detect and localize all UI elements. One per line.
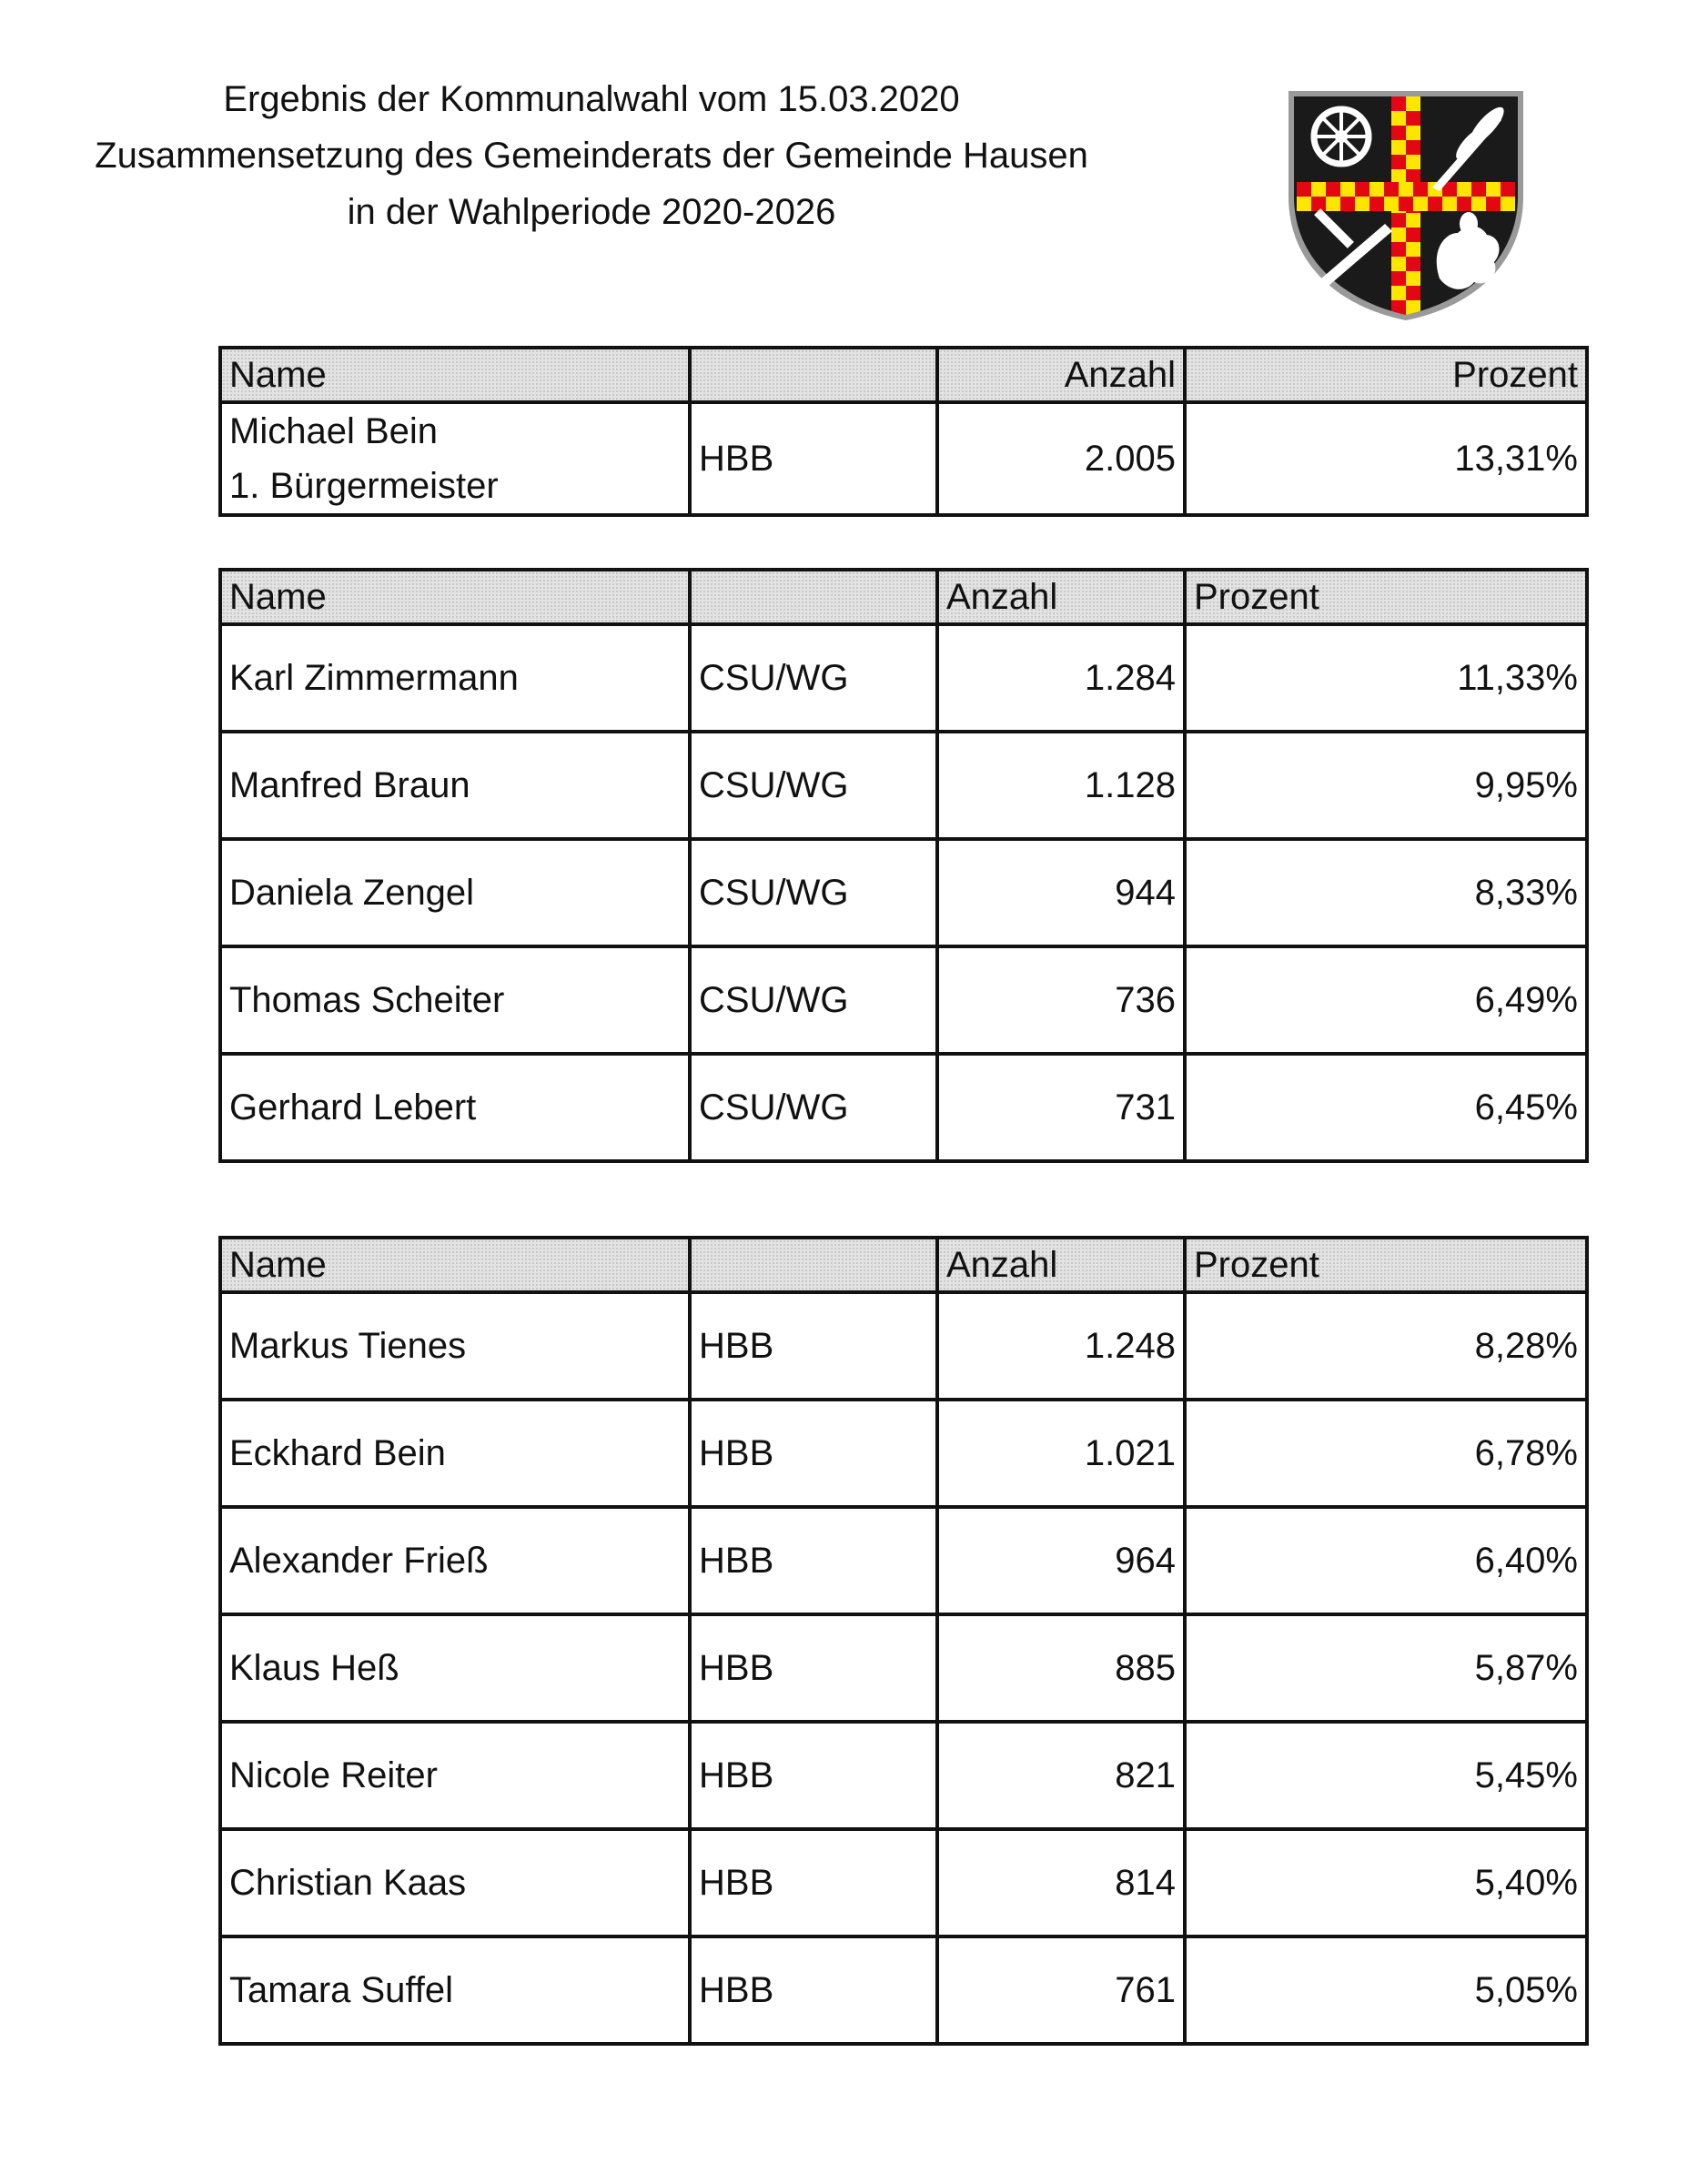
table-row <box>220 624 1587 732</box>
header-party <box>690 348 937 402</box>
header-count: Anzahl <box>937 1238 1185 1292</box>
candidate-percent: 6,49% <box>1185 946 1587 1054</box>
table-row <box>220 946 1587 1054</box>
candidate-count: 1.128 <box>937 732 1185 839</box>
table-row <box>220 839 1587 946</box>
crest-check-tile <box>1406 286 1420 300</box>
crest-check-tile <box>1369 182 1384 197</box>
crest-check-tile <box>1486 197 1501 211</box>
header-percent: Prozent <box>1185 1238 1587 1292</box>
candidate-party: HBB <box>690 402 937 515</box>
crest-check-tile <box>1326 182 1340 197</box>
crest-check-tile <box>1391 111 1406 126</box>
candidate-name: Eckhard Bein <box>220 1400 690 1507</box>
header-name: Name <box>220 570 690 624</box>
candidate-party: HBB <box>690 1400 937 1507</box>
mayor-table <box>218 346 1589 517</box>
table-header-row <box>220 570 1587 624</box>
candidate-count: 736 <box>937 946 1185 1054</box>
candidate-name: Christian Kaas <box>220 1829 690 1936</box>
crest-check-tile <box>1391 96 1406 111</box>
candidate-percent: 8,33% <box>1185 839 1587 946</box>
candidate-party: CSU/WG <box>690 732 937 839</box>
table-row <box>220 1400 1587 1507</box>
crest-wheel <box>1314 109 1369 164</box>
crest-check-tile <box>1406 155 1420 169</box>
candidate-name: Tamara Suffel <box>220 1936 690 2044</box>
crest-check-tile <box>1406 140 1420 155</box>
crest-check-tile <box>1413 182 1428 197</box>
candidate-party: CSU/WG <box>690 1054 937 1161</box>
candidate-party: HBB <box>690 1829 937 1936</box>
candidate-percent: 5,87% <box>1185 1614 1587 1722</box>
crest-check-tile <box>1391 140 1406 155</box>
crest-check-tile <box>1399 197 1413 211</box>
candidate-percent: 13,31% <box>1185 402 1587 515</box>
header-count: Anzahl <box>937 570 1185 624</box>
candidate-count: 814 <box>937 1829 1185 1936</box>
candidate-percent: 5,05% <box>1185 1936 1587 2044</box>
candidate-count: 944 <box>937 839 1185 946</box>
header-percent: Prozent <box>1185 570 1587 624</box>
header-party <box>690 1238 937 1292</box>
table-row <box>220 1054 1587 1161</box>
crest-check-tile <box>1406 126 1420 140</box>
crest-check-tile <box>1391 126 1406 140</box>
candidate-percent: 5,40% <box>1185 1829 1587 1936</box>
crest-check-tile <box>1384 182 1399 197</box>
candidate-party: HBB <box>690 1507 937 1614</box>
crest-check-tile <box>1355 197 1369 211</box>
candidate-name: Daniela Zengel <box>220 839 690 946</box>
candidate-percent: 6,40% <box>1185 1507 1587 1614</box>
candidate-name: Michael Bein <box>229 411 439 451</box>
crest-check-tile <box>1406 169 1420 184</box>
candidate-percent: 11,33% <box>1185 624 1587 732</box>
candidate-name: Manfred Braun <box>220 732 690 839</box>
table-row <box>220 1292 1587 1400</box>
candidate-count: 761 <box>937 1936 1185 2044</box>
table-row <box>220 1829 1587 1936</box>
candidate-name-cell <box>220 402 690 515</box>
candidate-count: 731 <box>937 1054 1185 1161</box>
candidate-count: 1.284 <box>937 624 1185 732</box>
candidate-count: 964 <box>937 1507 1185 1614</box>
candidate-count: 2.005 <box>937 402 1185 515</box>
table-row <box>220 1722 1587 1829</box>
crest-check-tile <box>1391 213 1406 228</box>
crest-check-tile <box>1391 169 1406 184</box>
document-title <box>55 71 1128 240</box>
crest-check-tile <box>1391 228 1406 242</box>
crest-check-tile <box>1406 242 1420 257</box>
crest-check-tile <box>1457 197 1471 211</box>
candidate-party: CSU/WG <box>690 624 937 732</box>
crest-check-tile <box>1406 228 1420 242</box>
crest-check-tile <box>1501 197 1515 211</box>
candidate-party: HBB <box>690 1614 937 1722</box>
crest-check-tile <box>1391 286 1406 300</box>
crest-check-tile <box>1340 197 1355 211</box>
crest-check-tile <box>1442 197 1457 211</box>
table-row <box>220 1936 1587 2044</box>
crest-check-tile <box>1406 257 1420 271</box>
candidate-count: 1.248 <box>937 1292 1185 1400</box>
candidate-count: 1.021 <box>937 1400 1185 1507</box>
crest-check-tile <box>1340 182 1355 197</box>
crest-check-tile <box>1297 197 1311 211</box>
candidate-percent: 5,45% <box>1185 1722 1587 1829</box>
csu-wg-table <box>218 568 1589 1163</box>
candidate-percent: 6,45% <box>1185 1054 1587 1161</box>
candidate-percent: 9,95% <box>1185 732 1587 839</box>
crest-check-tile <box>1413 197 1428 211</box>
candidate-party: CSU/WG <box>690 946 937 1054</box>
candidate-name: Klaus Heß <box>220 1614 690 1722</box>
candidate-party: HBB <box>690 1292 937 1400</box>
header-party <box>690 570 937 624</box>
crest-check-tile <box>1486 182 1501 197</box>
candidate-role: 1. Bürgermeister <box>229 466 499 506</box>
crest-check-tile <box>1391 257 1406 271</box>
crest-check-tile <box>1406 213 1420 228</box>
crest-check-tile <box>1471 182 1486 197</box>
crest-check-tile <box>1391 242 1406 257</box>
crest-check-tile <box>1399 182 1413 197</box>
header-name: Name <box>220 1238 690 1292</box>
crest-check-tile <box>1391 271 1406 286</box>
table-header-row <box>220 1238 1587 1292</box>
candidate-percent: 8,28% <box>1185 1292 1587 1400</box>
candidate-name: Nicole Reiter <box>220 1722 690 1829</box>
header-count: Anzahl <box>937 348 1185 402</box>
header-name: Name <box>220 348 690 402</box>
table-header-row <box>220 348 1587 402</box>
crest-check-tile <box>1428 197 1442 211</box>
table-row <box>220 402 1587 515</box>
header-percent: Prozent <box>1185 348 1587 402</box>
coat-of-arms-icon <box>1285 87 1527 322</box>
title-line-1: Ergebnis der Kommunalwahl vom 15.03.2020 <box>223 79 960 119</box>
candidate-percent: 6,78% <box>1185 1400 1587 1507</box>
crest-check-tile <box>1501 182 1515 197</box>
crest-check-tile <box>1384 197 1399 211</box>
hbb-table <box>218 1236 1589 2046</box>
candidate-count: 821 <box>937 1722 1185 1829</box>
table-row <box>220 732 1587 839</box>
crest-check-tile <box>1471 197 1486 211</box>
crest-check-tile <box>1355 182 1369 197</box>
crest-check-tile <box>1369 197 1384 211</box>
table-row <box>220 1614 1587 1722</box>
crest-check-tile <box>1311 197 1326 211</box>
crest-check-tile <box>1297 182 1311 197</box>
crest-check-tile <box>1326 197 1340 211</box>
title-line-2: Zusammensetzung des Gemeinderats der Gemeinde Hausen <box>95 136 1088 176</box>
candidate-count: 885 <box>937 1614 1185 1722</box>
candidate-party: HBB <box>690 1722 937 1829</box>
candidate-name: Gerhard Lebert <box>220 1054 690 1161</box>
crest-check-tile <box>1391 155 1406 169</box>
crest-check-tile <box>1406 271 1420 286</box>
title-line-3: in der Wahlperiode 2020-2026 <box>347 192 836 232</box>
candidate-name: Markus Tienes <box>220 1292 690 1400</box>
candidate-name: Alexander Frieß <box>220 1507 690 1614</box>
candidate-name: Karl Zimmermann <box>220 624 690 732</box>
crest-check-tile <box>1311 182 1326 197</box>
table-row <box>220 1507 1587 1614</box>
candidate-party: CSU/WG <box>690 839 937 946</box>
candidate-party: HBB <box>690 1936 937 2044</box>
crest-check-tile <box>1457 182 1471 197</box>
crest-check-tile <box>1406 111 1420 126</box>
candidate-name: Thomas Scheiter <box>220 946 690 1054</box>
crest-check-tile <box>1406 96 1420 111</box>
